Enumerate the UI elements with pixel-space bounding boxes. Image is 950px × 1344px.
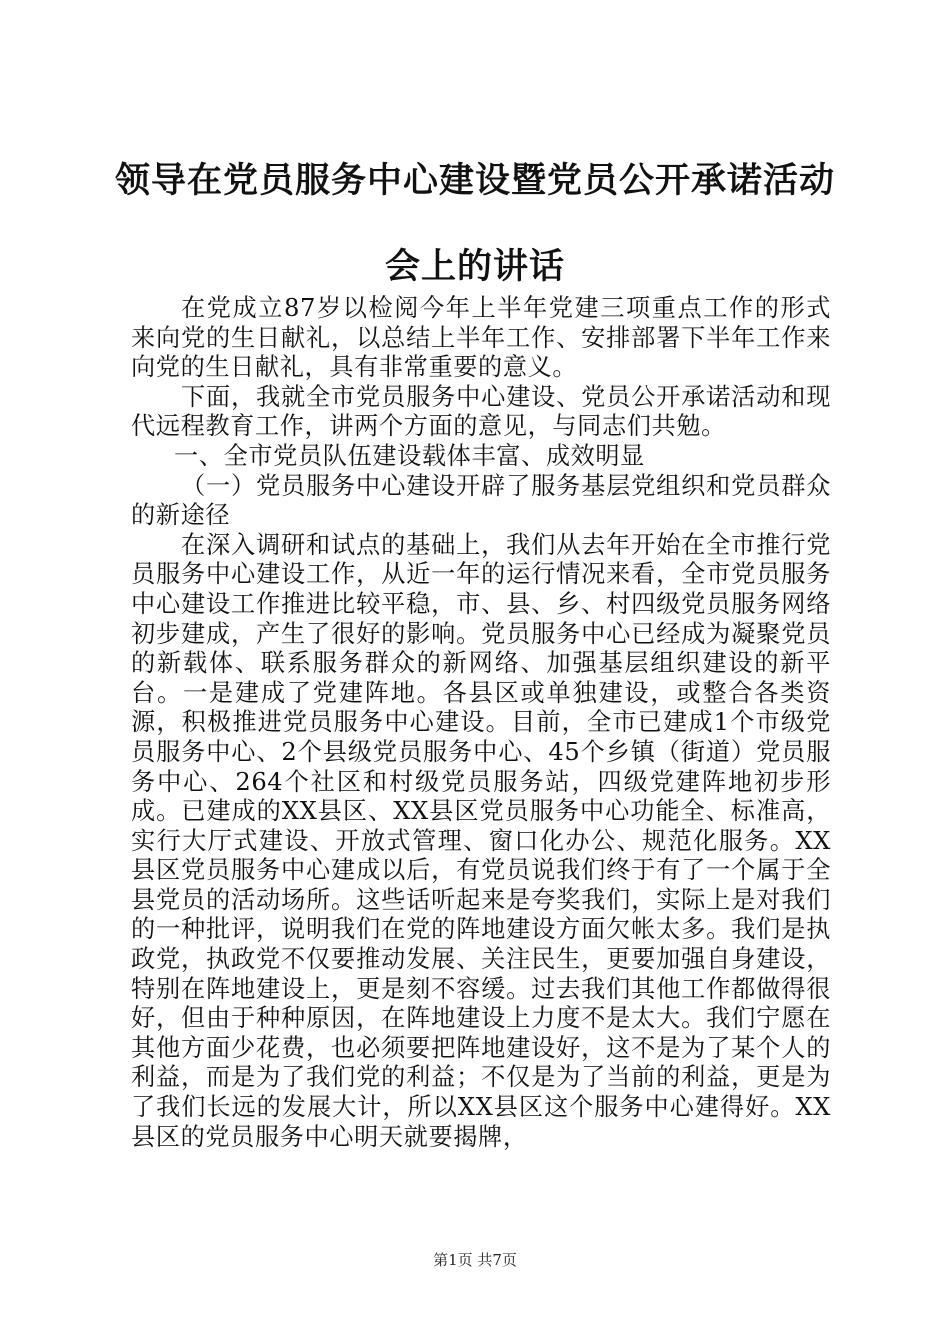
document-title-line-1: 领导在党员服务中心建设暨党员公开承诺活动: [114, 160, 835, 201]
paragraph-intro: 在党成立87岁以检阅今年上半年党建三项重点工作的形式来向党的生日献礼，以总结上半年工作、安排部署下半年工作来向党的生日献礼，具有非常重要的意义。: [131, 294, 831, 382]
page-number-footer: 第1页 共7页: [433, 1251, 517, 1269]
document-title-line-2: 会上的讲话: [384, 246, 565, 287]
paragraph-outline: 下面，我就全市党员服务中心建设、党员公开承诺活动和现代远程教育工作，讲两个方面的意见，与同志们共勉。: [131, 382, 831, 441]
section-heading-1: 一、全市党员队伍建设载体丰富、成效明显: [174, 441, 645, 470]
subsection-heading-1: （一）党员服务中心建设开辟了服务基层党组织和党员群众的新途径: [131, 471, 831, 530]
document-body: [131, 294, 831, 1152]
paragraph-service-center: 在深入调研和试点的基础上，我们从去年开始在全市推行党员服务中心建设工作，从近一年的运行情况来看，全市党员服务中心建设工作推进比较平稳，市、县、乡、村四级党员服务网络初步建成，产生了很好的影响。党员服务中心已经成为凝聚党员的新载体、联系服务群众的新网络、加强基层组织建设的新平台。一是建成了党建阵地。各县区或单独建设，或整合各类资源，积极推进党员服务中心建设。目前，全市已建成1个市级党员服务中心、2个县级党员服务中心、45个乡镇（街道）党员服务中心、264个社区和村级党员服务站，四级党建阵地初步形成。已建成的XX县区、XX县区党员服务中心功能全、标准高，实行大厅式建设、开放式管理、窗口化办公、规范化服务。XX县区党员服务中心建成以后，有党员说我们终于有了一个属于全县党员的活动场所。这些话听起来是夸奖我们，实际上是对我们的一种批评，说明我们在党的阵地建设方面欠帐太多。我们是执政党，执政党不仅要推动发展、关注民生，更要加强自身建设，特别在阵地建设上，更是刻不容缓。过去我们其他工作都做得很好，但由于种种原因，在阵地建设上力度不是太大。我们宁愿在其他方面少花费，也必须要把阵地建设好，这不是为了某个人的利益，而是为了我们党的利益；不仅是为了当前的利益，更是为了我们长远的发展大计，所以XX县区这个服务中心建得好。XX县区的党员服务中心明天就要揭牌，: [131, 530, 831, 1151]
